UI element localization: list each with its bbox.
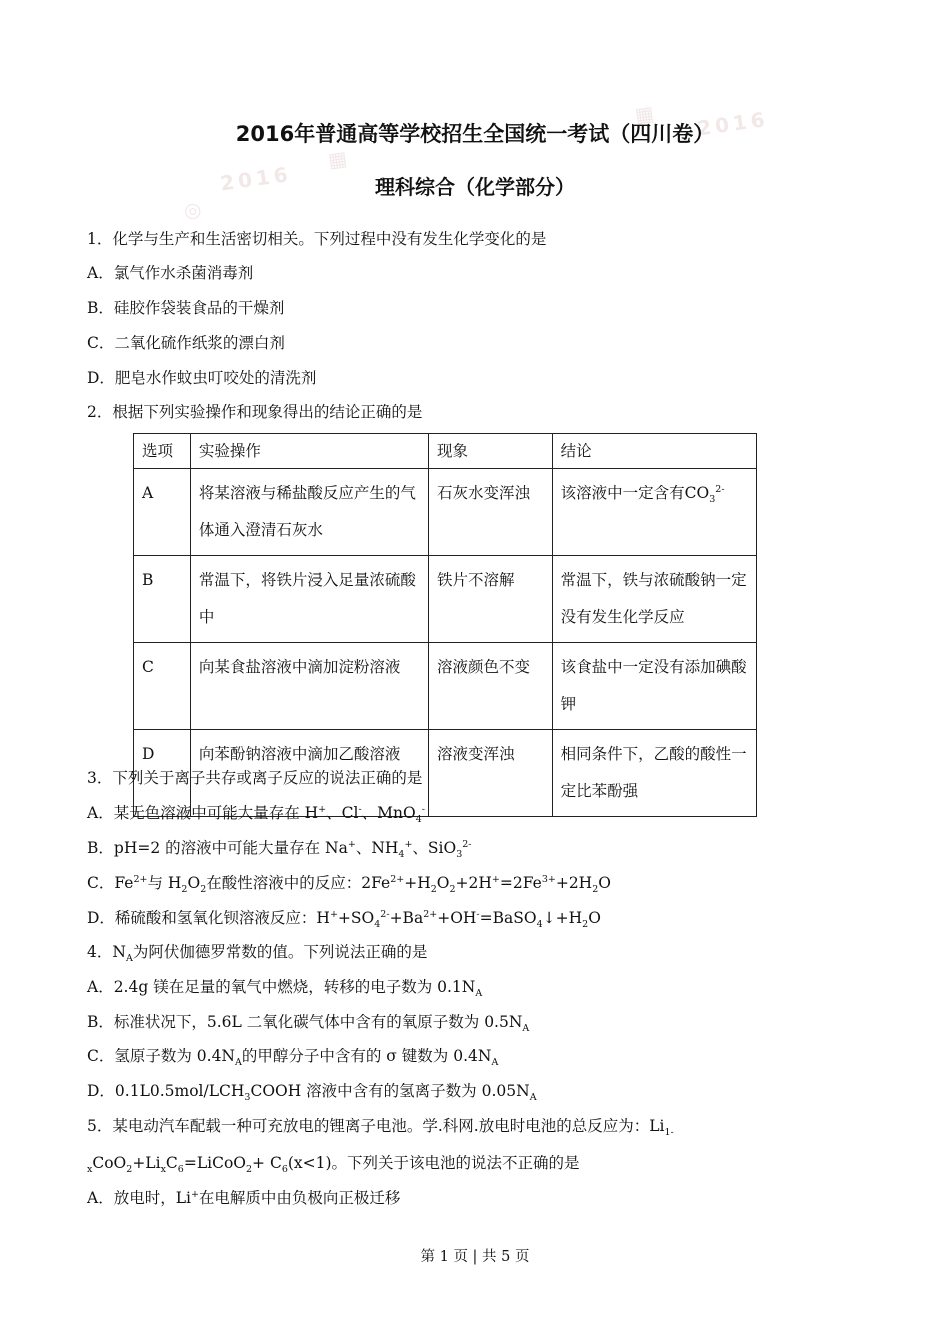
- cell-option: D: [134, 730, 191, 817]
- q3-option-a: A．某无色溶液中可能大量存在 H+、Cl-、MnO$_4$-: [87, 803, 425, 826]
- exam-subtitle: 理科综合（化学部分）: [375, 175, 575, 199]
- cell-operation: 常温下，将铁片浸入足量浓硫酸中: [190, 556, 428, 643]
- cell-phenomenon: 石灰水变浑浊: [429, 469, 553, 556]
- q1-option-d: D．肥皂水作蚊虫叮咬处的清洗剂: [87, 369, 317, 387]
- q3-option-c: C．$Fe^{2+}$与 $H_2O_2$在酸性溶液中的反应：$2Fe^{2+}+H_2O_2+2H^+=2Fe^{3+}+2H_2O$: [87, 873, 611, 896]
- cell-conclusion: 该溶液中一定含有$CO_3^{2-}$: [552, 469, 756, 556]
- header-operation: 实验操作: [190, 434, 428, 469]
- q4-option-d: D．$0.1L0.5mol/LCH_3COOH$ 溶液中含有的氢离子数为 $0.05N_A$: [87, 1082, 537, 1104]
- cell-phenomenon: 溶液变浑浊: [429, 730, 553, 817]
- q5-stem-line1: 5．某电动汽车配载一种可充放电的锂离子电池。学.科网.放电时电池的总反应为：$Li_{1-}$: [87, 1117, 674, 1139]
- cell-conclusion: 相同条件下，乙酸的酸性一定比苯酚强: [552, 730, 756, 817]
- q4-option-a: A．2.4g 镁在足量的氧气中燃烧，转移的电子数为 $0.1N_A$: [87, 978, 483, 1000]
- q1-option-c: C．二氧化硫作纸浆的漂白剂: [87, 334, 285, 352]
- cell-operation: 向某食盐溶液中滴加淀粉溶液: [190, 643, 428, 730]
- watermark-logo: ◎ 2016 ▦ ▦ 2016: [182, 100, 771, 223]
- header-conclusion: 结论: [552, 434, 756, 469]
- table-header-row: [134, 434, 757, 469]
- q4-option-c: C．氢原子数为 $0.4N_A$的甲醇分子中含有的 σ 键数为 $0.4N_A$: [87, 1047, 499, 1069]
- q3-option-b: B．pH=2 的溶液中可能大量存在 Na+、$NH_4^+$、SiO$_3^{2-}$: [87, 838, 472, 861]
- cell-option: B: [134, 556, 191, 643]
- q1-option-b: B．硅胶作袋装食品的干燥剂: [87, 299, 285, 317]
- cell-option: A: [134, 469, 191, 556]
- q1-stem: 1．化学与生产和生活密切相关。下列过程中没有发生化学变化的是: [87, 230, 547, 248]
- table-row: [134, 556, 757, 643]
- cell-phenomenon: 溶液颜色不变: [429, 643, 553, 730]
- header-option: 选项: [134, 434, 191, 469]
- q5-stem-line2: $_xCoO_2+Li_xC_6=LiCoO_2+ C_6(x<1)$。下列关于该电池的说法不正确的是: [87, 1154, 580, 1176]
- cell-conclusion: 该食盐中一定没有添加碘酸钾: [552, 643, 756, 730]
- q3-stem: 3．下列关于离子共存或离子反应的说法正确的是: [87, 769, 423, 787]
- cell-phenomenon: 铁片不溶解: [429, 556, 553, 643]
- q2-stem: 2．根据下列实验操作和现象得出的结论正确的是: [87, 403, 423, 421]
- q5-option-a: A．放电时，Li+在电解质中由负极向正极迁移: [87, 1188, 401, 1207]
- header-phenomenon: 现象: [429, 434, 553, 469]
- q4-option-b: B．标准状况下，5.6L 二氧化碳气体中含有的氧原子数为 $0.5N_A$: [87, 1013, 530, 1035]
- q2-table: [133, 433, 757, 817]
- page-footer: 第 1 页 | 共 5 页: [420, 1249, 530, 1265]
- cell-operation: 将某溶液与稀盐酸反应产生的气体通入澄清石灰水: [190, 469, 428, 556]
- q3-option-d: D．稀硫酸和氢氧化钡溶液反应：$H^++SO_4^{2-}+Ba^{2+}+OH^-=BaSO_4↓+H_2O$: [87, 908, 601, 931]
- cell-conclusion: 常温下，铁与浓硫酸钠一定没有发生化学反应: [552, 556, 756, 643]
- cell-operation: 向苯酚钠溶液中滴加乙酸溶液: [190, 730, 428, 817]
- table-row: [134, 469, 757, 556]
- exam-title: 2016年普通高等学校招生全国统一考试（四川卷）: [235, 122, 715, 146]
- q4-stem: 4．$N_A$为阿伏伽德罗常数的值。下列说法正确的是: [87, 943, 428, 965]
- q1-option-a: A．氯气作水杀菌消毒剂: [87, 264, 254, 282]
- table-row: [134, 643, 757, 730]
- cell-option: C: [134, 643, 191, 730]
